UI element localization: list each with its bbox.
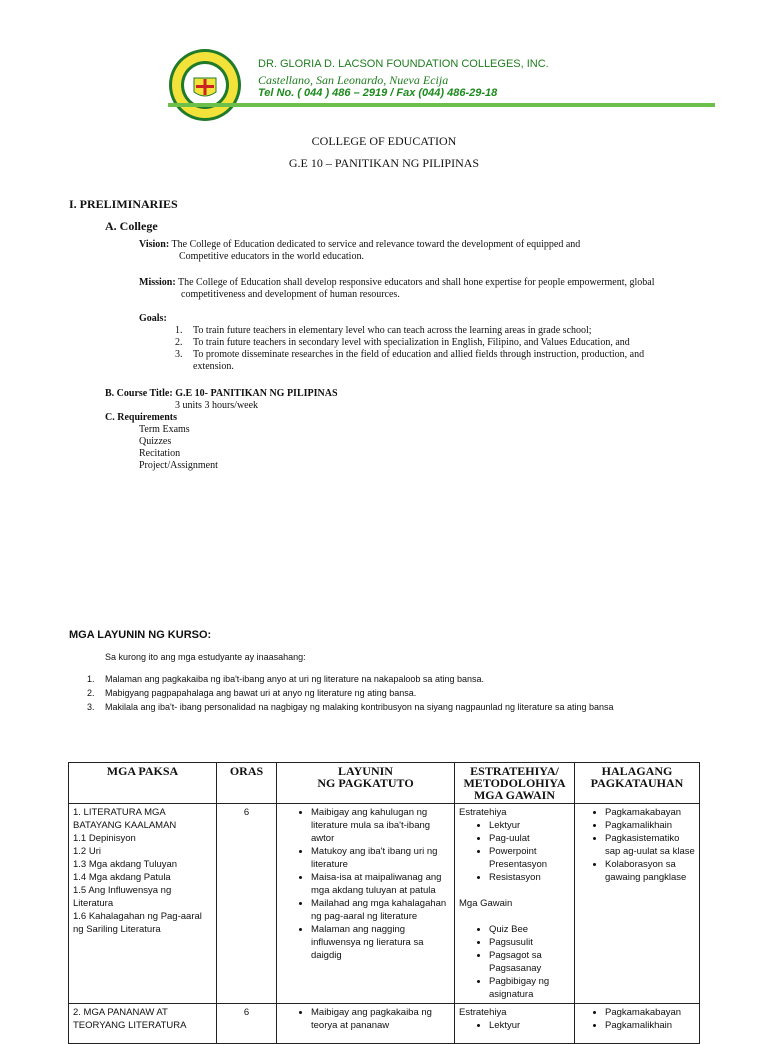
list-item: • Lektyur (489, 819, 570, 832)
goals-list (175, 325, 685, 373)
table-row (69, 804, 700, 1004)
course-plan-table (68, 762, 700, 1044)
list-item: • Maibigay ang pagkakaiba ng teorya at pananaw (311, 1006, 450, 1032)
list-item: • Mailahad ang mga kahalagahan ng pag-aaral ng literature (311, 897, 450, 923)
vision-text-2: Competitive educators in the world education. (179, 251, 364, 262)
objectives-list (87, 672, 727, 714)
vision-block (139, 239, 709, 263)
row2-oras: 6 (217, 1004, 277, 1044)
row2-estratehiya: Estratehiya • Lektyur (455, 1004, 575, 1044)
header-paksa: MGA PAKSA (69, 763, 217, 804)
row1-halaga (575, 804, 700, 1004)
mission-text-2: competitiveness and development of human resources. (181, 289, 400, 300)
objective-item: 2. Mabigyang pagpapahalaga ang bawat uri at anyo ng literature ng ating bansa. (87, 688, 417, 698)
objectives-intro: Sa kurong ito ang mga estudyante ay inaasahang: (105, 652, 306, 662)
list-item: • Pagsagot sa Pagsasanay (489, 949, 570, 975)
institution-name: DR. GLORIA D. LACSON FOUNDATION COLLEGES, INC. (258, 58, 549, 70)
course-title-label: B. Course Title: (105, 388, 173, 399)
mission-label: Mission: (139, 277, 176, 288)
objective-item: 1. Malaman ang pagkakaiba ng iba't-ibang anyo at uri ng literature na nakapaloob sa ating bansa. (87, 674, 484, 684)
list-item: • Resistasyon (489, 871, 570, 884)
header-estratehiya: ESTRATEHIYA/ METODOLOHIYA MGA GAWAIN (455, 763, 575, 804)
institution-contact: Tel No. ( 044 ) 486 – 2919 / Fax (044) 486-29-18 (258, 87, 498, 99)
course-title: G.E 10 – PANITIKAN NG PILIPINAS (288, 156, 480, 170)
list-item: • Pag-uulat (489, 832, 570, 845)
list-item: • Pagbibigay ng asignatura (489, 975, 570, 1001)
requirement-item: Quizzes (139, 436, 172, 447)
requirement-item: Recitation (139, 448, 181, 459)
institution-address: Castellano, San Leonardo, Nueva Ecija (258, 73, 449, 87)
college-title: COLLEGE OF EDUCATION (311, 134, 457, 148)
header-halaga: HALAGANG PAGKATAUHAN (575, 763, 700, 804)
objectives-heading: MGA LAYUNIN NG KURSO: (69, 629, 212, 641)
list-item: • Quiz Bee (489, 923, 570, 936)
vision-text-1: The College of Education dedicated to service and relevance toward the development of equipped and (171, 239, 581, 250)
course-title-line (105, 388, 338, 400)
list-item: • Pagkamakabayan (605, 1006, 695, 1019)
course-title-value: G.E 10- PANITIKAN NG PILIPINAS (175, 388, 338, 399)
header-oras: ORAS (217, 763, 277, 804)
goals-label: Goals: (139, 313, 167, 324)
list-item: • Malaman ang nagging influwensya ng lieratura sa daigdig (311, 923, 450, 962)
list-item: • Pagkasistematiko sap ag-uulat sa klase (605, 832, 695, 858)
row1-paksa: 1. LITERATURA MGA BATAYANG KAALAMAN 1.1 Depinisyon 1.2 Uri 1.3 Mga akdang Tuluyan 1.4 Mga akdang Patula 1.5 Ang Influwensya ng Literatura 1.6 Kahalagahan ng Pag-aaral ng Sariling Literatura (69, 804, 217, 1004)
requirements-heading: C. Requirements (105, 412, 178, 423)
college-seal-logo (168, 48, 242, 122)
course-units: 3 units 3 hours/week (175, 400, 259, 411)
goal-item: 1. To train future teachers in elementary level who can teach across the learning areas in grade school; (175, 325, 592, 336)
list-item: • Pagkamalikhain (605, 1019, 695, 1032)
header-layunin: LAYUNIN NG PAGKATUTO (277, 763, 455, 804)
list-item: • Pagkamakabayan (605, 806, 695, 819)
list-item: • Matukoy ang iba't ibang uri ng literature (311, 845, 450, 871)
header-divider (168, 103, 715, 107)
requirement-item: Term Exams (139, 424, 190, 435)
mission-text-1: The College of Education shall develop responsive educators and shall hone expertise for people empowerment, global (178, 277, 655, 288)
table-header-row (69, 763, 700, 804)
row1-oras: 6 (217, 804, 277, 1004)
list-item: • Maibigay ang kahulugan ng literature mula sa iba't-ibang awtor (311, 806, 450, 845)
list-item: • Powerpoint Presentasyon (489, 845, 570, 871)
goal-item: 3. To promote disseminate researches in the field of education and allied fields through instruction, production, and extension. (175, 349, 645, 372)
objective-item: 3. Makilala ang iba't- ibang personalidad na nagbigay ng malaking kontribusyon na siyang nagpaunlad ng literature sa ating bansa (87, 702, 614, 712)
row2-paksa: 2. MGA PANANAW AT TEORYANG LITERATURA (69, 1004, 217, 1044)
mission-block (139, 277, 709, 301)
list-item: • Pagsusulit (489, 936, 570, 949)
requirement-item: Project/Assignment (139, 460, 218, 471)
vision-label: Vision: (139, 239, 170, 250)
row1-estratehiya: Estratehiya • Lektyur • Pag-uulat • Powerpoint Presentasyon • Resistasyon Mga Gawain • Quiz Bee • Pagsusulit • Pagsagot sa Pagsasanay • Pagbibigay ng asignatura (455, 804, 575, 1004)
preliminaries-heading: I. PRELIMINARIES (69, 197, 178, 211)
requirements-list (139, 424, 218, 472)
goal-item: 2. To train future teachers in secondary level with specialization in English, Filipino, and Values Education, and (175, 337, 630, 348)
list-item: • Maisa-isa at maipaliwanag ang mga akdang tuluyan at patula (311, 871, 450, 897)
college-heading: A. College (105, 219, 158, 233)
list-item: • Lektyur (489, 1019, 570, 1032)
list-item: • Kolaborasyon sa gawaing pangklase (605, 858, 695, 884)
row1-layunin (277, 804, 455, 1004)
list-item: • Pagkamalikhain (605, 819, 695, 832)
